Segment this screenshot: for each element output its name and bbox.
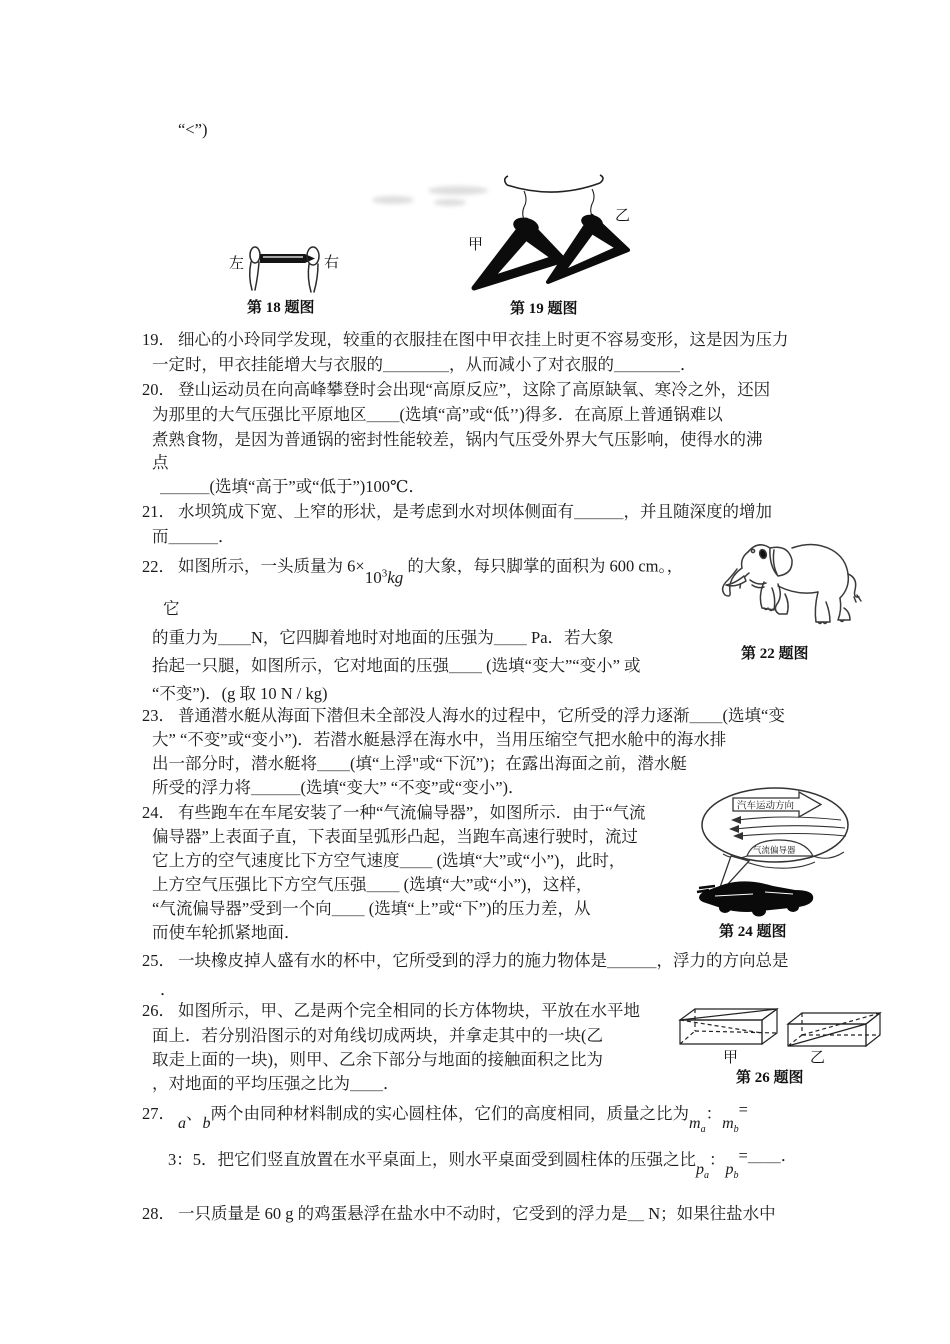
- elephant-rump: [840, 574, 848, 598]
- figure-26-caption: 第 26 题图: [736, 1070, 804, 1086]
- question-24-line-3: [152, 851, 625, 871]
- m-base: m: [722, 1115, 734, 1132]
- elephant-eye: [759, 549, 768, 560]
- question-22-line-1: [142, 556, 684, 587]
- fig18-right-label: 右: [324, 255, 340, 271]
- figure-26-cuboids: [668, 1000, 886, 1052]
- question-22-text: 的大象，每只脚掌的面积为 600 cm。，: [403, 556, 684, 576]
- ratio-colon: ：: [709, 1150, 726, 1169]
- question-24-line-1: [142, 803, 645, 823]
- question-24-line-4: [152, 875, 592, 895]
- top-fragment-text: “<”): [178, 120, 208, 139]
- question-21-text: 而＿＿＿．: [152, 527, 235, 546]
- fig18-left-label: 左: [229, 256, 245, 272]
- question-23-line-2: [152, 730, 726, 750]
- figure-24-caption: 第 24 题图: [719, 924, 787, 940]
- figure-22-elephant: [722, 536, 872, 636]
- scan-smudge: [372, 196, 414, 204]
- question-22-text: 它: [163, 599, 180, 618]
- variable-a: a: [178, 1115, 186, 1132]
- question-25-text: ．: [160, 980, 177, 999]
- elephant-front-leg: [760, 582, 774, 610]
- formula-unit: kg: [387, 567, 404, 587]
- question-24-line-6: [152, 923, 301, 943]
- p-sub-a: a: [704, 1170, 709, 1182]
- fig19-yi-label: 乙: [615, 208, 631, 224]
- question-23-line-4: [152, 778, 525, 798]
- question-24-line-5: [152, 899, 591, 919]
- question-20-number: 20．: [142, 380, 175, 399]
- question-25-line-2: [160, 980, 177, 1000]
- question-24-text: 上方空气压强比下方空气压强＿＿ (选填“大”或“小”)，这样，: [152, 875, 593, 894]
- question-27-line-2: [168, 1146, 798, 1182]
- question-19-text: 一定时，甲衣挂能增大与衣服的＿＿＿＿，从而减小了对衣服的＿＿＿＿．: [152, 355, 697, 374]
- question-27-line-1: [142, 1100, 748, 1136]
- figure-22-caption: 第 22 题图: [741, 646, 809, 662]
- question-25-line-1: [142, 951, 789, 971]
- question-20-line-4: [152, 453, 169, 473]
- elephant-hind-leg-near: [815, 592, 830, 622]
- question-22-text: 如图所示，一头质量为 6×: [178, 556, 365, 576]
- question-26-line-2: [152, 1026, 603, 1046]
- question-21-line-2: [152, 527, 235, 547]
- question-19-number: 19．: [142, 330, 175, 349]
- pressure-b-symbol: [725, 1161, 739, 1182]
- question-24-text: 偏导器”上表面子直，下表面呈弧形凸起，当跑车高速行驶时，流过: [152, 827, 638, 846]
- question-20-text: ＿＿＿(选填“高于”或“低于”)100℃．: [160, 477, 425, 496]
- motion-direction-label: 汽车运动方向: [737, 801, 795, 812]
- formula-base: 10: [364, 567, 382, 587]
- question-20-text: 为那里的大气压强比平原地区＿＿(选填“高”或“低’’)得多．在高原上普通锅难以: [152, 405, 723, 424]
- question-20-line-3: [152, 430, 763, 450]
- equals-blank: =＿＿．: [738, 1146, 798, 1165]
- figure-18-caption: 第 18 题图: [247, 300, 315, 316]
- figure-18-pencil-between-fingers: [225, 238, 355, 296]
- question-22-line-5: [152, 684, 328, 704]
- pressure-a-symbol: [696, 1161, 709, 1182]
- elephant-back: [792, 544, 848, 574]
- question-26-text: 面上．若分别沿图示的对角线切成两块，并拿走其中的一块(乙: [152, 1026, 603, 1045]
- cuboid-yi: [788, 1013, 880, 1046]
- question-20-text: 煮熟食物，是因为普通锅的密封性能较差，锅内气压受外界大气压影响，使得水的沸: [152, 430, 763, 449]
- question-23-text: 大” “不变”或“变小”)．若潜水艇悬浮在海水中，当用压缩空气把水舱中的海水排: [152, 730, 727, 749]
- question-24-text: 它上方的空气速度比下方空气速度＿＿ (选填“大”或“小”)，此时，: [152, 851, 626, 870]
- question-22-line-3: [152, 628, 614, 648]
- question-24-number: 24．: [142, 803, 175, 822]
- question-23-text: 普通潜水艇从海面下潜但未全部没人海水的过程中，它所受的浮力逐渐＿＿(选填“变: [178, 706, 785, 725]
- question-19-line-2: [152, 355, 697, 375]
- top-fragment: [178, 120, 207, 140]
- question-20-line-5: [160, 477, 425, 497]
- mass-b-symbol: [722, 1115, 739, 1136]
- race-car-silhouette: [697, 881, 813, 916]
- question-22-text: “不变”)．(g 取 10 N / kg): [152, 684, 328, 703]
- question-22-number: 22．: [142, 556, 175, 576]
- question-25-number: 25．: [142, 951, 175, 970]
- deflector-label: 气流偏导器: [753, 845, 796, 855]
- cuboid-jia: [680, 1009, 777, 1044]
- question-22-line-4: [152, 656, 641, 676]
- question-21-line-1: [142, 502, 772, 522]
- question-24-text: “气流偏导器”受到一个向＿＿ (选填“上”或“下”)的压力差，从: [152, 899, 591, 918]
- hanger-strings: [523, 189, 594, 221]
- question-23-line-1: [142, 706, 785, 726]
- formula-exponent: 3: [381, 567, 388, 579]
- elephant-tail: [848, 574, 861, 602]
- question-26-line-4: [152, 1074, 400, 1094]
- p-sub-b: b: [733, 1170, 739, 1182]
- p-base: p: [725, 1161, 734, 1178]
- question-21-number: 21．: [142, 502, 175, 521]
- question-22-text: 的重力为＿＿N，它四脚着地时对地面的压强为＿＿ Pa．若大象: [152, 628, 614, 647]
- figure-19-hangers: [450, 172, 650, 302]
- question-20-text: 登山运动员在向高峰攀登时会出现“高原反应”，这除了高原缺氧、寒冷之外，还因: [178, 380, 771, 399]
- fig26-jia-label: 甲: [723, 1050, 739, 1066]
- question-24-line-2: [152, 827, 638, 847]
- question-26-number: 26．: [142, 1001, 175, 1020]
- question-20-line-2: [152, 405, 723, 425]
- question-23-line-3: [152, 754, 687, 774]
- question-23-text: 出一部分时，潜水艇将＿＿(填“上浮"或“下沉”)；在露出海面之前，潜水艇: [152, 754, 687, 773]
- question-23-text: 所受的浮力将＿＿＿(选填“变大” “不变”或“变小”)．: [152, 778, 525, 797]
- question-19-line-1: [142, 330, 789, 350]
- question-26-line-3: [152, 1050, 603, 1070]
- question-20-text: 点: [152, 453, 169, 472]
- m-sub-b: b: [733, 1124, 739, 1136]
- question-20-line-1: [142, 380, 770, 400]
- question-25-text: 一块橡皮掉人盛有水的杯中，它所受到的浮力的施力物体是＿＿＿，浮力的方向总是: [178, 951, 789, 970]
- elephant-tusk: [726, 576, 746, 586]
- question-26-text: ，对地面的平均压强之比为＿＿．: [152, 1074, 400, 1093]
- variable-b: b: [202, 1115, 211, 1132]
- question-24-text: 而使车轮抓紧地面．: [152, 923, 301, 942]
- m-sub-a: a: [700, 1124, 706, 1136]
- clothes-line: [505, 175, 603, 192]
- question-21-text: 水坝筑成下宽、上窄的形状，是考虑到水对坝体侧面有＿＿＿，并且随深度的增加: [178, 502, 772, 521]
- question-23-number: 23．: [142, 706, 175, 725]
- question-28-number: 28．: [142, 1204, 175, 1223]
- question-28-text: 一只质量是 60 g 的鸡蛋悬浮在盐水中不动时，它受到的浮力是＿ N；如果往盐水中: [178, 1204, 776, 1223]
- question-26-text: 如图所示，甲、乙是两个完全相同的长方体物块，平放在水平地: [178, 1001, 640, 1020]
- question-28-line-1: [142, 1204, 776, 1224]
- mass-formula: [365, 568, 404, 587]
- elephant-belly: [778, 586, 818, 593]
- question-27-text: 、: [186, 1104, 203, 1123]
- m-base: m: [689, 1115, 701, 1132]
- question-26-text: 取走上面的一块)，则甲、乙余下部分与地面的接触面积之比为: [152, 1050, 603, 1069]
- fig26-yi-label: 乙: [810, 1050, 826, 1066]
- equals-sign: =: [738, 1100, 748, 1119]
- ratio-colon: ：: [705, 1104, 723, 1123]
- elephant-far-eye: [751, 549, 754, 552]
- question-22-line-2: [163, 599, 180, 619]
- question-26-line-1: [142, 1001, 640, 1021]
- elephant-face: [742, 552, 748, 568]
- p-base: p: [696, 1161, 704, 1178]
- question-27-number: 27．: [142, 1104, 175, 1123]
- mass-a-symbol: [689, 1115, 706, 1136]
- right-finger: [307, 247, 319, 292]
- question-27-text: 3：5．把它们竖直放置在水平桌面上，则水平桌面受到圆柱体的压强之比: [168, 1150, 696, 1169]
- figure-19-caption: 第 19 题图: [510, 301, 578, 317]
- elephant-hind-leg-far: [838, 598, 850, 620]
- question-19-text: 细心的小玲同学发现，较重的衣服挂在图中甲衣挂上时更不容易变形，这是因为压力: [178, 330, 789, 349]
- fig19-jia-label: 甲: [468, 237, 484, 253]
- question-24-text: 有些跑车在车尾安装了一种“气流偏导器”，如图所示．由于“气流: [178, 803, 646, 822]
- figure-24-deflector: [695, 784, 860, 919]
- question-27-text: 两个由同种材料制成的实心圆柱体，它们的高度相同，质量之比为: [210, 1104, 689, 1123]
- left-finger: [250, 247, 260, 290]
- question-22-text: 抬起一只腿，如图所示，它对地面的压强＿＿ (选填“变大”“变小” 或: [152, 656, 641, 675]
